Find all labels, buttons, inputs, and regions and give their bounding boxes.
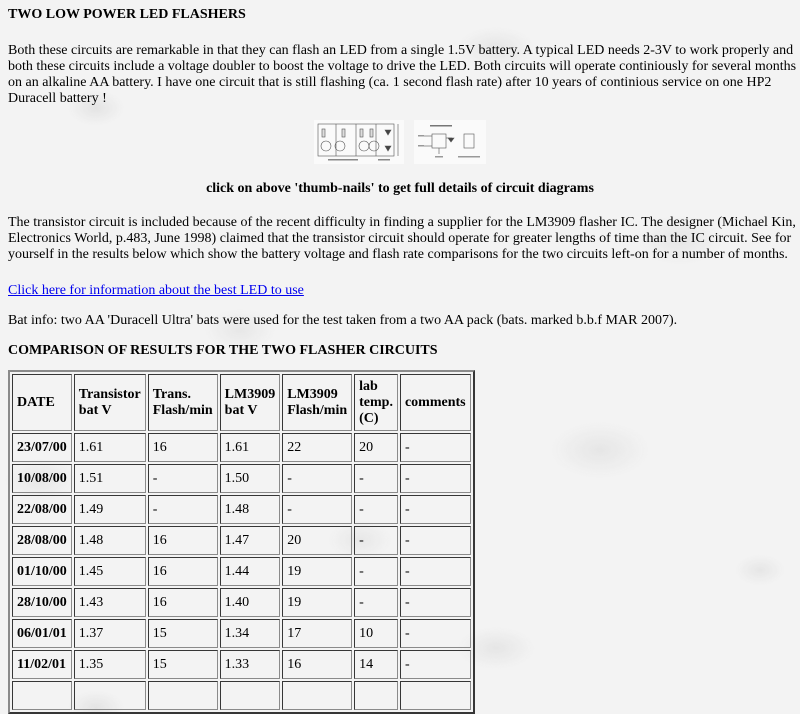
cell-comments: - xyxy=(400,650,471,679)
cell-date: 28/10/00 xyxy=(12,588,72,617)
cell-trans-flash-min: - xyxy=(148,495,218,524)
battery-info: Bat info: two AA 'Duracell Ultra' bats were used for the test taken from a two AA pack (bats. marked b.b.f MAR 2007). xyxy=(8,313,678,328)
cell-date: 10/08/00 xyxy=(12,464,72,493)
cell-lab-temp: - xyxy=(354,588,398,617)
cell-trans-flash-min: 15 xyxy=(148,619,218,648)
cell-lab-temp: - xyxy=(354,526,398,555)
transistor-schematic-icon xyxy=(314,120,404,164)
cell-transistor-bat-v: 1.43 xyxy=(74,588,146,617)
cell-lab-temp: 14 xyxy=(354,650,398,679)
thumbnail-caption: click on above 'thumb-nails' to get full details of circuit diagrams xyxy=(206,181,594,196)
cell-date: 11/02/01 xyxy=(12,650,72,679)
transistor-circuit-paragraph: The transistor circuit is included because of the recent difficulty in finding a supplier for the LM3909 flasher IC. The designer (Michael Kin, Electronics World, p.483, June 1998) claimed that the transistor circuit should operate for greater lengths of time than the IC circuit. See for yourself in the results below which show the battery voltage and flash rate comparisons for the two circuits left-on for a number of months. xyxy=(8,215,796,262)
cell-date xyxy=(12,681,72,710)
cell-lm3909-bat-v: 1.61 xyxy=(220,433,281,462)
table-row xyxy=(12,650,471,679)
cell-trans-flash-min: 16 xyxy=(148,526,218,555)
cell-lm3909-flash-min: 16 xyxy=(282,650,352,679)
cell-date: 22/08/00 xyxy=(12,495,72,524)
cell-lm3909-flash-min xyxy=(282,681,352,710)
cell-lm3909-bat-v: 1.34 xyxy=(220,619,281,648)
comparison-heading: COMPARISON OF RESULTS FOR THE TWO FLASHER CIRCUITS xyxy=(8,343,438,358)
header-lm3909-bat-v: LM3909 bat V xyxy=(220,374,281,431)
cell-lm3909-flash-min: - xyxy=(282,464,352,493)
cell-transistor-bat-v: 1.61 xyxy=(74,433,146,462)
cell-date: 06/01/01 xyxy=(12,619,72,648)
thumbnail-row xyxy=(8,120,792,164)
cell-lm3909-flash-min: 19 xyxy=(282,557,352,586)
table-row xyxy=(12,526,471,555)
transistor-circuit-thumbnail[interactable] xyxy=(314,120,404,164)
cell-comments: - xyxy=(400,619,471,648)
cell-lab-temp: 10 xyxy=(354,619,398,648)
cell-lab-temp: 20 xyxy=(354,433,398,462)
cell-lm3909-bat-v xyxy=(220,681,281,710)
header-lab-temp: lab temp. (C) xyxy=(354,374,398,431)
lm3909-circuit-thumbnail[interactable] xyxy=(414,120,486,164)
table-row xyxy=(12,495,471,524)
cell-lm3909-flash-min: 19 xyxy=(282,588,352,617)
table-row xyxy=(12,619,471,648)
cell-trans-flash-min: 16 xyxy=(148,588,218,617)
cell-trans-flash-min xyxy=(148,681,218,710)
cell-transistor-bat-v: 1.45 xyxy=(74,557,146,586)
cell-trans-flash-min: - xyxy=(148,464,218,493)
cell-trans-flash-min: 16 xyxy=(148,433,218,462)
cell-comments: - xyxy=(400,526,471,555)
cell-lm3909-bat-v: 1.48 xyxy=(220,495,281,524)
cell-transistor-bat-v: 1.51 xyxy=(74,464,146,493)
cell-transistor-bat-v: 1.37 xyxy=(74,619,146,648)
cell-transistor-bat-v: 1.48 xyxy=(74,526,146,555)
header-trans-flash-min: Trans. Flash/min xyxy=(148,374,218,431)
results-table xyxy=(8,370,475,714)
cell-date: 28/08/00 xyxy=(12,526,72,555)
table-header-row xyxy=(12,374,471,431)
best-led-link[interactable]: Click here for information about the best LED to use xyxy=(8,283,304,298)
cell-comments: - xyxy=(400,433,471,462)
cell-transistor-bat-v: 1.49 xyxy=(74,495,146,524)
lm3909-schematic-icon xyxy=(414,120,486,164)
table-row xyxy=(12,681,471,710)
table-row xyxy=(12,433,471,462)
cell-lm3909-flash-min: 17 xyxy=(282,619,352,648)
cell-lab-temp xyxy=(354,681,398,710)
cell-lm3909-flash-min: - xyxy=(282,495,352,524)
header-date: DATE xyxy=(12,374,72,431)
cell-comments: - xyxy=(400,588,471,617)
header-lm3909-flash-min: LM3909 Flash/min xyxy=(282,374,352,431)
cell-lab-temp: - xyxy=(354,495,398,524)
header-transistor-bat-v: Transistor bat V xyxy=(74,374,146,431)
cell-lm3909-flash-min: 22 xyxy=(282,433,352,462)
intro-paragraph: Both these circuits are remarkable in that they can flash an LED from a single 1.5V battery. A typical LED needs 2-3V to work properly and both these circuits include a voltage doubler to boost the voltage to drive the LED. Both circuits will operate continiously for several months on an alkaline AA battery. I have one circuit that is still flashing (ca. 1 second flash rate) after 10 years of continious service on one HP2 Duracell battery ! xyxy=(8,43,797,106)
cell-lm3909-flash-min: 20 xyxy=(282,526,352,555)
cell-lab-temp: - xyxy=(354,464,398,493)
cell-comments: - xyxy=(400,464,471,493)
header-comments: comments xyxy=(400,374,471,431)
cell-lm3909-bat-v: 1.44 xyxy=(220,557,281,586)
cell-transistor-bat-v: 1.35 xyxy=(74,650,146,679)
cell-date: 23/07/00 xyxy=(12,433,72,462)
cell-lm3909-bat-v: 1.47 xyxy=(220,526,281,555)
cell-trans-flash-min: 15 xyxy=(148,650,218,679)
cell-date: 01/10/00 xyxy=(12,557,72,586)
table-row xyxy=(12,464,471,493)
cell-comments: - xyxy=(400,557,471,586)
cell-lm3909-bat-v: 1.33 xyxy=(220,650,281,679)
cell-comments xyxy=(400,681,471,710)
cell-comments: - xyxy=(400,495,471,524)
page-title: TWO LOW POWER LED FLASHERS xyxy=(8,7,246,22)
cell-lm3909-bat-v: 1.40 xyxy=(220,588,281,617)
cell-trans-flash-min: 16 xyxy=(148,557,218,586)
cell-lm3909-bat-v: 1.50 xyxy=(220,464,281,493)
table-row xyxy=(12,557,471,586)
table-row xyxy=(12,588,471,617)
cell-lab-temp: - xyxy=(354,557,398,586)
cell-transistor-bat-v xyxy=(74,681,146,710)
